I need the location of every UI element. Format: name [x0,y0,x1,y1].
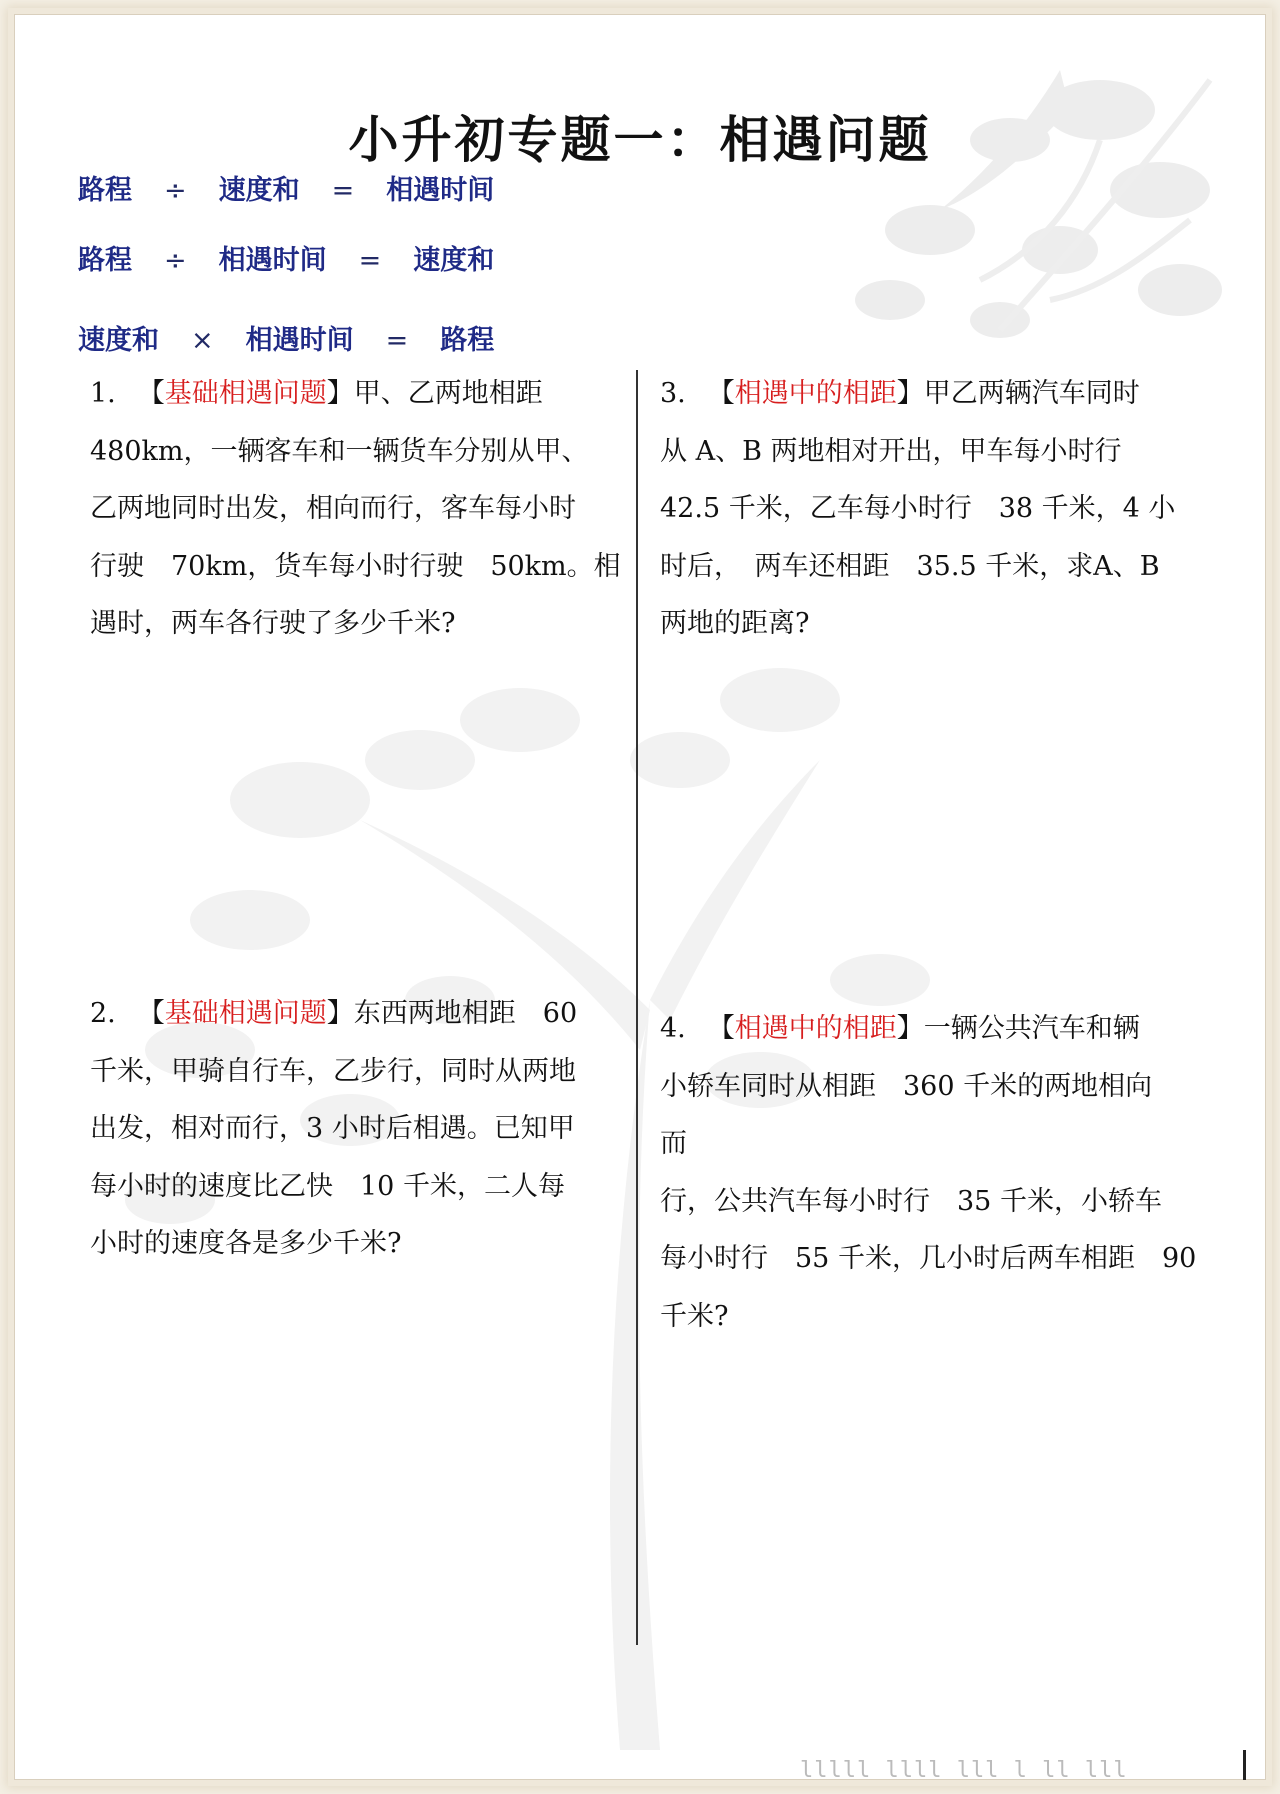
problem-text: 时后， 两车还相距 35.5 千米，求A、B [660,550,1160,582]
problem-text: 每小时行 55 千米，几小时后两车相距 90 [660,1243,1197,1274]
problem-text: 甲乙两辆汽车同时 [923,378,1140,409]
formula-result: 相遇时间 [386,175,495,206]
formula-term: 速度和 [218,175,300,206]
formula-term: 相遇时间 [245,325,354,356]
problem-number: 4. [660,1013,686,1044]
formula-equals: = [358,245,382,276]
formula-term: 相遇时间 [218,245,327,276]
formula-equals: = [331,175,355,206]
formula-term: 路程 [78,245,132,276]
formula-line-1 [78,168,494,207]
footer-marks: lllll llll lll l ll lll [800,1758,1128,1783]
problem-tag: 相遇中的相距 [734,378,897,409]
formula-line-2 [78,238,494,277]
problem-tag: 相遇中的相距 [734,1013,897,1044]
problem-number: 2. [90,998,116,1029]
problem-number: 3. [660,378,686,409]
problem-text: 遇时，两车各行驶了多少千米? [90,608,456,639]
problem-text: 480km，一辆客车和一辆货车分别从甲、 [90,435,589,467]
problem-text: 甲、乙两地相距 [353,378,543,409]
formula-term: 路程 [78,175,132,206]
edge-mark [1243,1750,1246,1780]
problem-text: 千米? [660,1300,729,1332]
formula-result: 路程 [440,325,495,356]
problem-text: 小轿车同时从相距 360 千米的两地相向 [660,1070,1153,1102]
problem-text: 从 A、B 两地相对开出，甲车每小时行 [660,435,1122,467]
problem-text: 出发，相对而行，3 小时后相遇。已知甲 [90,1113,575,1144]
problem-text: 东西两地相距 60 [353,998,578,1029]
formula-operator: ÷ [164,175,187,206]
formula-line-3 [78,318,494,357]
problem-text: 小时的速度各是多少千米? [90,1228,402,1259]
problem-1: 1. 【基础相遇问题】甲、乙两地相距 480km，一辆客车和一辆货车分别从甲、 乙两地同时出发，相向而行，客车每小时 行驶 70km，货车每小时行驶 50km。相 遇时，两车各行驶了多少千米? [90,365,630,653]
formula-operator: ÷ [164,245,187,276]
problem-text: 行驶 70km，货车每小时行驶 50km。相 [90,550,621,582]
problem-text: 每小时的速度比乙快 10 千米，二人每 [90,1170,565,1202]
problem-3: 3. 【相遇中的相距】甲乙两辆汽车同时 从 A、B 两地相对开出，甲车每小时行 42.5 千米，乙车每小时行 38 千米，4 小 时后， 两车还相距 35.5 千米，求A、B 两地的距离? [660,365,1240,653]
problem-tag: 基础相遇问题 [164,998,327,1029]
problem-number: 1. [90,378,116,409]
column-divider [636,370,638,1645]
problem-text: 千米，甲骑自行车，乙步行，同时从两地 [90,1055,576,1087]
problem-text: 一辆公共汽车和辆 [923,1013,1140,1044]
problem-2: 2. 【基础相遇问题】东西两地相距 60 千米，甲骑自行车，乙步行，同时从两地 出发，相对而行，3 小时后相遇。已知甲 每小时的速度比乙快 10 千米，二人每 小时的速度各是多少千米? [90,985,630,1273]
formula-operator: × [191,325,214,356]
problem-text: 乙两地同时出发，相向而行，客车每小时 [90,493,576,524]
problem-text: 行，公共汽车每小时行 35 千米，小轿车 [660,1185,1162,1217]
formula-equals: = [385,325,409,356]
problem-4: 4. 【相遇中的相距】一辆公共汽车和辆 小轿车同时从相距 360 千米的两地相向 而 行，公共汽车每小时行 35 千米，小轿车 每小时行 55 千米，几小时后两车相距 90 千米? [660,1000,1240,1345]
page-title: 小升初专题一：相遇问题 [348,111,932,169]
problem-text: 42.5 千米，乙车每小时行 38 千米，4 小 [660,493,1176,524]
problem-text: 而 [660,1128,687,1159]
problem-tag: 基础相遇问题 [164,378,327,409]
problem-text: 两地的距离? [660,608,810,639]
formula-result: 速度和 [413,245,495,276]
formula-term: 速度和 [78,325,159,356]
